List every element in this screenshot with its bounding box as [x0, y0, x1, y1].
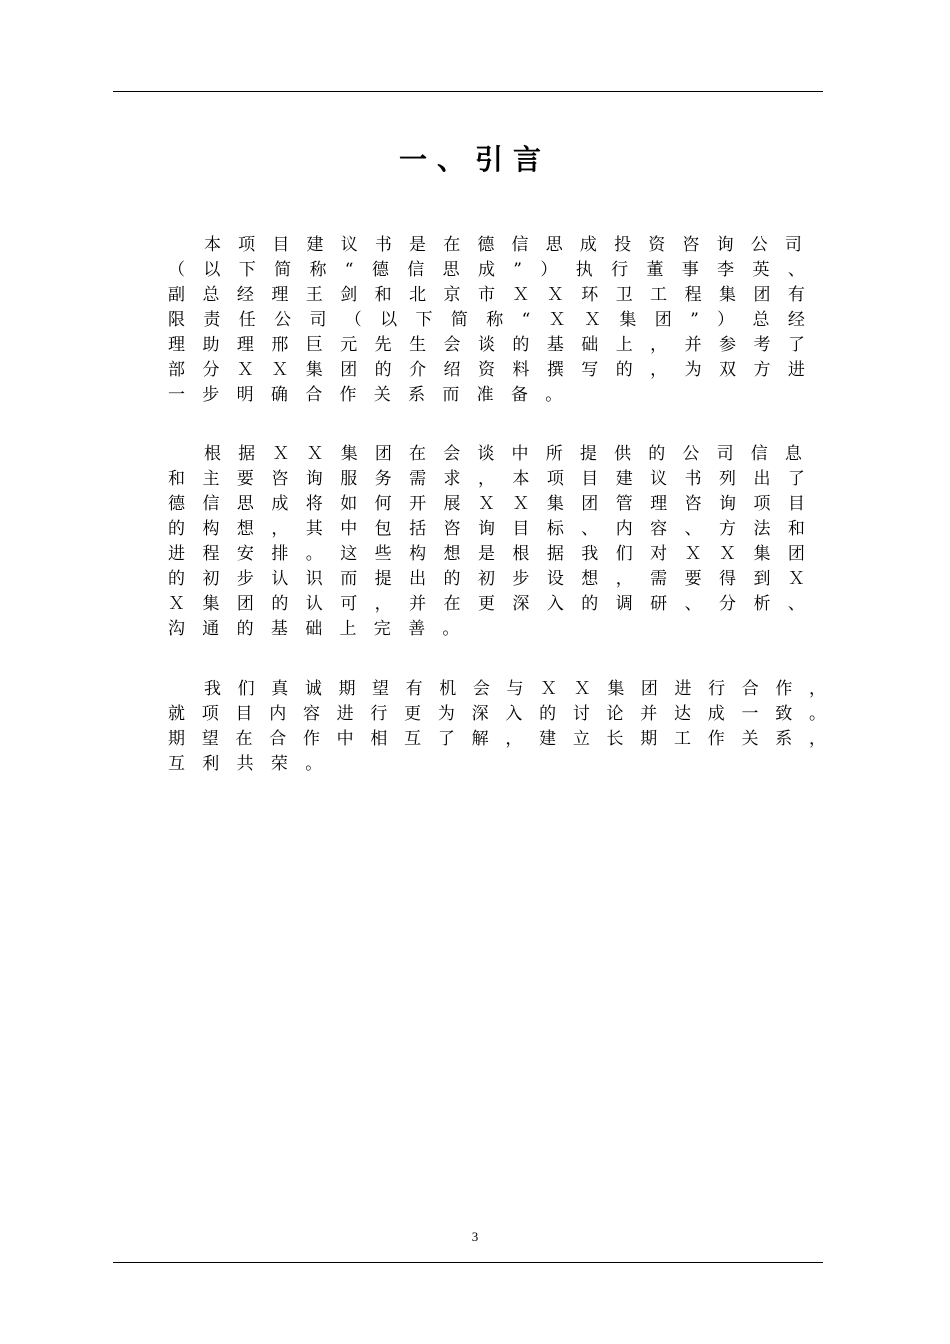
- section-title: 一、引言: [398, 143, 551, 176]
- paragraph-line: 进 程 安 排 。 这 些 构 想 是 根 据 我 们 对 Ｘ Ｘ 集 团: [168, 544, 805, 564]
- paragraph-line: 德 信 思 成 将 如 何 开 展 Ｘ Ｘ 集 团 管 理 咨 询 项 目: [168, 494, 805, 514]
- paragraph-line: 期 望 在 合 作 中 相 互 了 解 ， 建 立 长 期 工 作 关 系 ，: [168, 729, 826, 749]
- paragraph-1: [168, 233, 805, 408]
- paragraph-3: [168, 677, 826, 777]
- footer-rule: [113, 1262, 823, 1263]
- paragraph-line: 根 据 Ｘ Ｘ 集 团 在 会 谈 中 所 提 供 的 公 司 信 息: [204, 444, 802, 464]
- paragraph-line: 沟 通 的 基 础 上 完 善 。: [168, 619, 460, 639]
- paragraph-line: 理 助 理 邢 巨 元 先 生 会 谈 的 基 础 上 ， 并 参 考 了: [168, 335, 805, 355]
- paragraph-line: 就 项 目 内 容 进 行 更 为 深 入 的 讨 论 并 达 成 一 致 。: [168, 704, 826, 724]
- paragraph-line: 一 步 明 确 合 作 关 系 而 准 备 。: [168, 385, 563, 405]
- paragraph-line: 的 初 步 认 识 而 提 出 的 初 步 设 想 ， 需 要 得 到 Ｘ: [168, 569, 805, 589]
- paragraph-line: 和 主 要 咨 询 服 务 需 求 ， 本 项 目 建 议 书 列 出 了: [168, 469, 805, 489]
- header-rule: [113, 91, 823, 92]
- paragraph-line: 我 们 真 诚 期 望 有 机 会 与 Ｘ Ｘ 集 团 进 行 合 作 ，: [204, 679, 826, 699]
- paragraph-line: 本 项 目 建 议 书 是 在 德 信 思 成 投 资 咨 询 公 司: [204, 235, 802, 255]
- paragraph-line: 的 构 想 ， 其 中 包 括 咨 询 目 标 、 内 容 、 方 法 和: [168, 519, 805, 539]
- paragraph-line: 限 责 任 公 司 （ 以 下 简 称 “ Ｘ Ｘ 集 团 ” ） 总 经: [168, 310, 805, 330]
- paragraph-line: Ｘ 集 团 的 认 可 ， 并 在 更 深 入 的 调 研 、 分 析 、: [168, 594, 805, 614]
- paragraph-line: 互 利 共 荣 。: [168, 754, 323, 774]
- paragraph-2: [168, 442, 805, 642]
- page-number: 3: [471, 1229, 479, 1244]
- paragraph-line: 副 总 经 理 王 剑 和 北 京 市 Ｘ Ｘ 环 卫 工 程 集 团 有: [168, 285, 805, 305]
- paragraph-line: 部 分 Ｘ Ｘ 集 团 的 介 绍 资 料 撰 写 的 ， 为 双 方 进: [168, 360, 805, 380]
- paragraph-line: （ 以 下 简 称 “ 德 信 思 成 ” ） 执 行 董 事 李 英 、: [168, 260, 805, 280]
